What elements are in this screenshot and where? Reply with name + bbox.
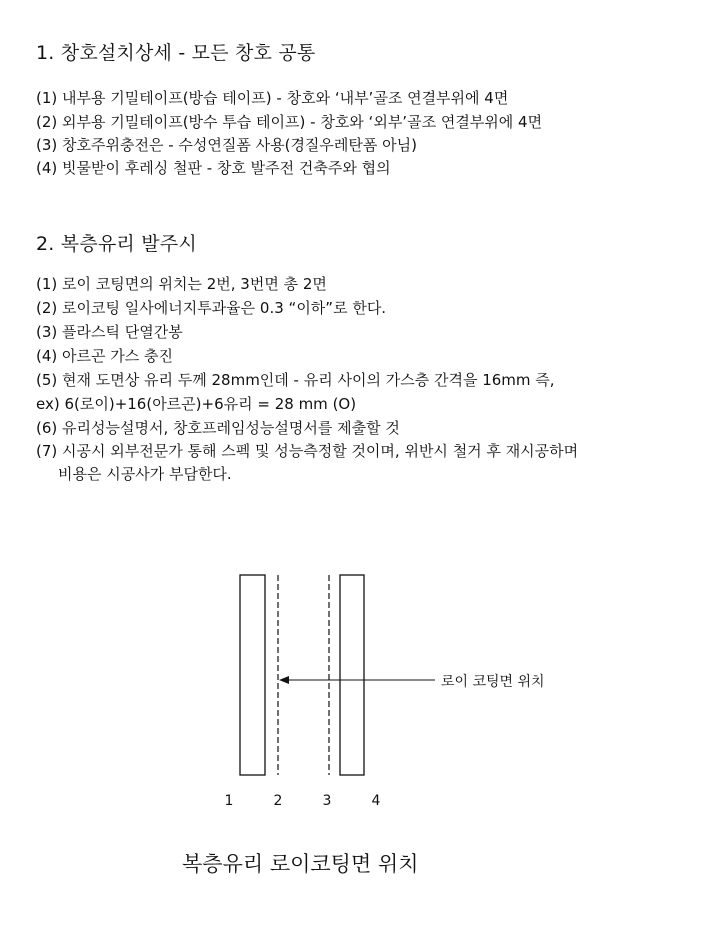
section2-item-4: (4) 아르곤 가스 충진 (36, 347, 173, 365)
outer-glass-pane (240, 575, 265, 775)
section1-title: 1. 창호설치상세 - 모든 창호 공통 (36, 42, 316, 64)
arrow-label: 로이 코팅면 위치 (441, 674, 545, 690)
glass-cross-section-diagram (0, 560, 702, 820)
section2-title: 2. 복층유리 발주시 (36, 233, 197, 255)
arrow-head-icon (279, 676, 289, 684)
section2-item-6: (6) 유리성능설명서, 창호프레임성능설명서를 제출할 것 (36, 419, 400, 437)
section1-item-4: (4) 빗물받이 후레싱 철판 - 창호 발주전 건축주와 협의 (36, 159, 391, 177)
surface-label-4: 4 (371, 793, 381, 809)
surface-label-2: 2 (273, 793, 283, 809)
surface-label-1: 1 (224, 793, 234, 809)
section2-item-5: (5) 현재 도면상 유리 두께 28mm인데 - 유리 사이의 가스층 간격을 16mm 즉, (36, 371, 555, 389)
section2-item-2: (2) 로이코팅 일사에너지투과율은 0.3 “이하”로 한다. (36, 299, 387, 317)
inner-glass-pane (340, 575, 364, 775)
section2-item-3: (3) 플라스틱 단열간봉 (36, 323, 183, 341)
section1-item-1: (1) 내부용 기밀테이프(방습 테이프) - 창호와 ‘내부’골조 연결부위에 4면 (36, 89, 509, 107)
section1-item-3: (3) 창호주위충전은 - 수성연질폼 사용(경질우레탄폼 아님) (36, 136, 417, 154)
section2-item-1: (1) 로이 코팅면의 위치는 2번, 3번면 총 2면 (36, 275, 327, 293)
section2-item-7: (7) 시공시 외부전문가 통해 스펙 및 성능측정할 것이며, 위반시 철거 후 재시공하며 (36, 442, 579, 460)
diagram-caption: 복층유리 로이코팅면 위치 (182, 852, 419, 876)
section2-item-7-continued: 비용은 시공사가 부담한다. (58, 465, 232, 483)
surface-label-3: 3 (322, 793, 332, 809)
section1-item-2: (2) 외부용 기밀테이프(방수 투습 테이프) - 창호와 ‘외부’골조 연결부위에 4면 (36, 113, 543, 131)
section2-item-5-example: ex) 6(로이)+16(아르곤)+6유리 = 28 mm (O) (36, 395, 357, 413)
